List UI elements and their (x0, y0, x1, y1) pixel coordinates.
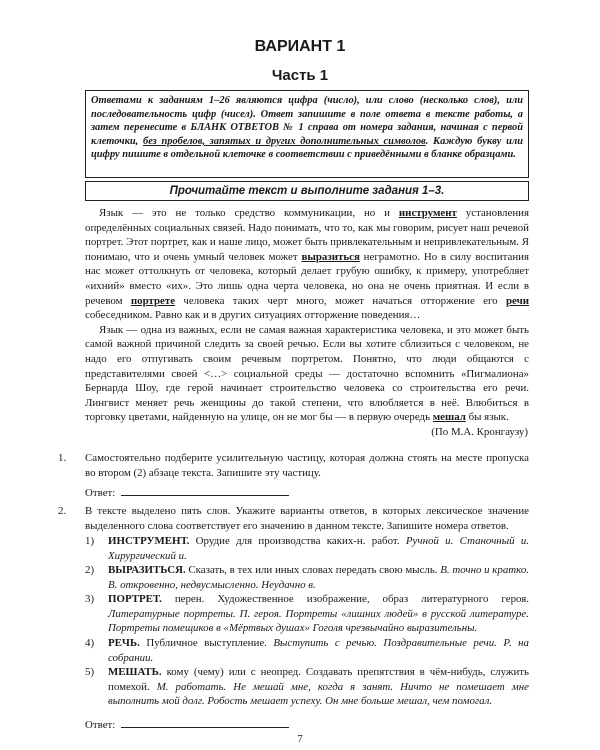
option-word: ПОРТРЕТ. (108, 593, 162, 605)
variant-heading: ВАРИАНТ 1 (254, 38, 346, 55)
text-segment: бы язык. (465, 411, 509, 424)
text-source: (По М.А. Кронгаузу) (431, 426, 528, 438)
highlight-rechi: речи (505, 294, 529, 307)
highlight-portret: портрете (130, 294, 176, 307)
option-word: МЕШАТЬ. (108, 666, 162, 678)
task-title: Прочитайте текст и выполните задания 1–3. (85, 181, 529, 201)
question-2-text: В тексте выделено пять слов. Укажите варианты ответов, в которых лексическое значение выделенного слова соответствует его значению в данном тексте. Запишите номера ответов. (85, 505, 529, 532)
option-2 (85, 563, 529, 592)
option-examples: Литературные портреты. П. героя. Портреты «лишних людей» в русской литературе. Портреты помещиков в «Мёртвых душах» Гоголя чрезвычайно выразительны. (108, 607, 529, 635)
page-number: 7 (297, 733, 303, 745)
option-number: 5) (85, 666, 95, 678)
option-word: ИНСТРУМЕНТ. (108, 535, 190, 547)
option-number: 3) (85, 593, 95, 605)
question-1-text: Самостоятельно подберите усилительную частицу, которая должна стоять на месте пропуска во втором (2) абзаце текста. Запишите эту частицу. (85, 452, 529, 479)
option-definition: кому (чему) или с неопред. Создавать препятствия в чём-нибудь, служить помехой. (108, 666, 529, 693)
part-heading: Часть 1 (271, 67, 329, 84)
question-1-answer (85, 484, 289, 499)
option-examples: Ручной и. Станочный и. Хирургический и. (108, 535, 530, 562)
paragraph-2 (85, 323, 529, 425)
highlight-instrument: инструмент (398, 207, 457, 219)
option-definition: перен. Художественное изображение, образ литературного героя. (161, 593, 529, 605)
option-number: 2) (85, 564, 95, 576)
option-examples: М. работать. Не мешай мне, когда я занят. Ничто не помешает мне выполнить мой долг. Робость мешает успеху. Он мне больше мешал, чем помогал. (108, 680, 529, 708)
instructions-text-1: Ответами к заданиям 1–26 являются цифра (число), или слово (несколько слов), или последовательность цифр (чисел). Ответ запишите в поле ответа в тексте работы, а затем перенесите в БЛАНК ОТВЕТОВ № 1 справа от номера задания, начиная с первой клеточки, (91, 95, 523, 147)
text-segment: человека таких черт много, может начаться отторжение его (175, 294, 506, 307)
option-word: РЕЧЬ. (108, 637, 140, 649)
answer-line[interactable] (121, 484, 289, 496)
text-segment: Язык — одна из важных, если не самая важная характеристика человека, и это может быть самой важной причиной следить за своей речью. Если вы хотите сблизиться с человеком, не надо его отпугивать своим речевым портретом. Понятно, что люди общаются с представителями своей <…> социальной среды — достаточно вспомнить «Пигмалиона» Бернарда Шоу, где герой начинает строительство человека со строительства его речи. Лингвист меняет речь женщины до такой степени, что влюбляется в неё. Влюбиться в торговку цветами, найденную на улице, он не мог бы — в первую очередь (85, 323, 529, 424)
text-segment: установления определённых социальных связей. Надо понимать, что то, как мы говорим, рисует наш речевой портрет. Этот портрет, как и наше лицо, может быть привлекательным и непривлекательным. Я понимаю, что и очень умный человек может (85, 207, 529, 263)
option-definition: Сказать, в тех или иных словах передать свою мысль. (185, 564, 441, 576)
answer-label: Ответ: (85, 719, 116, 731)
option-examples: В. точно и кратко. В. откровенно, недвусмысленно. Неудачно в. (108, 564, 530, 591)
highlight-vyrazitsya: выразиться (301, 250, 360, 263)
text-segment: неграмотно. Но в силу воспитания нас может оттолкнуть от человека, который делает грубую ошибку, к примеру, употребляет «ихний» вместо «их». Это лишь одна черта человека, но она не очень приятная. И если в речевом (85, 250, 529, 307)
highlight-meshal: мешал (432, 411, 466, 424)
reading-text (85, 206, 529, 425)
option-definition: Орудие для производства каких-н. работ. (189, 535, 406, 547)
text-segment: собеседником. Равно как и в других ситуациях отторжение поведения… (85, 309, 421, 322)
answer-label: Ответ: (85, 487, 116, 499)
instructions-underlined: без пробелов, запятых и других дополнительных символов (143, 135, 426, 147)
question-2-number: 2. (58, 505, 67, 517)
option-number: 1) (85, 535, 95, 547)
option-examples: Выступить с речью. Поздравительные речи. Р. на собрании. (108, 637, 530, 664)
option-4 (85, 636, 529, 665)
option-definition: Публичное выступление. (139, 637, 274, 649)
option-word: ВЫРАЗИТЬСЯ. (108, 564, 186, 576)
question-2-answer (85, 716, 289, 731)
instructions-text-2: . Каждую букву или цифру пишите в отдельной клеточке в соответствии с приведёнными в бланке образцами. (91, 135, 523, 161)
answer-line[interactable] (121, 716, 289, 728)
paragraph-1 (85, 206, 529, 323)
text-segment: Язык — это не только средство коммуникации, но и (99, 207, 399, 219)
instructions-box (85, 90, 529, 178)
option-number: 4) (85, 637, 95, 649)
question-1-number: 1. (58, 452, 67, 464)
option-1 (85, 534, 529, 563)
option-3 (85, 592, 529, 636)
option-5 (85, 665, 529, 709)
